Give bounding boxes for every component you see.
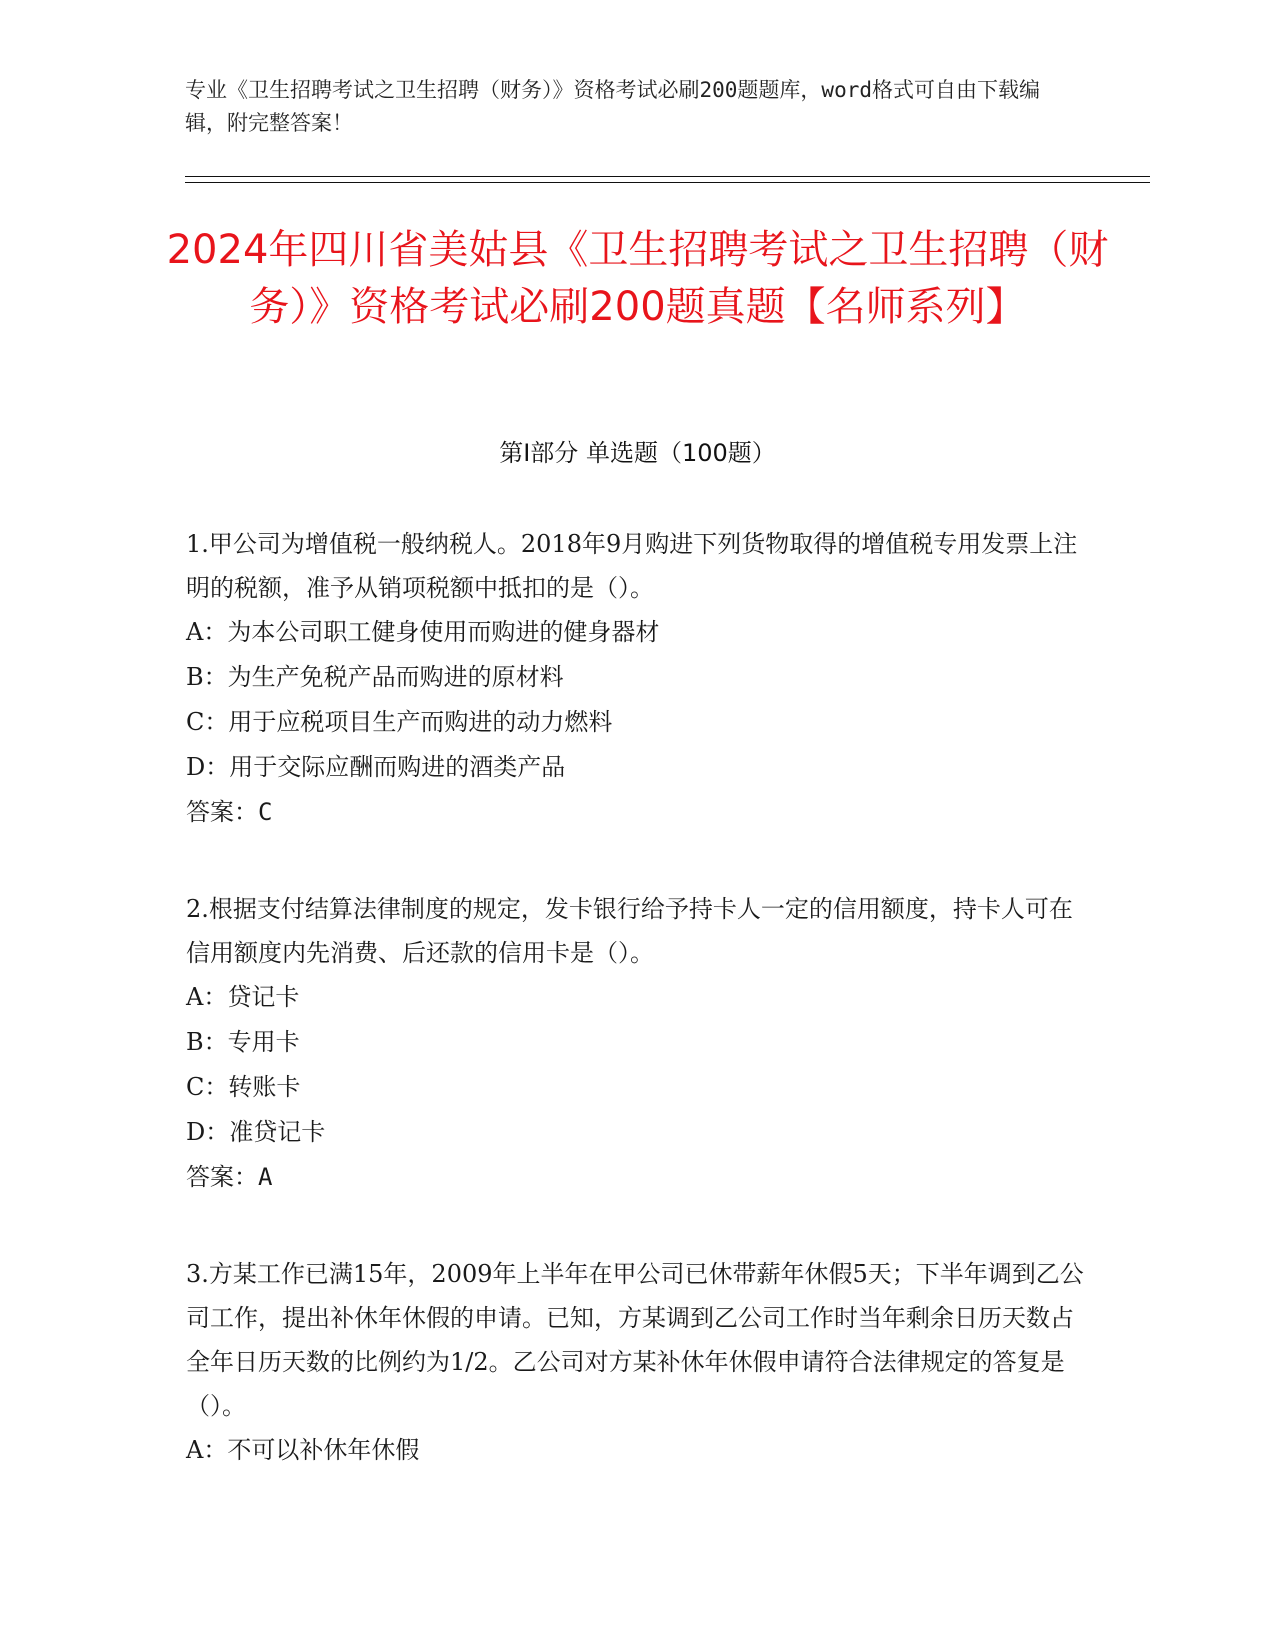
answer-value: C <box>258 798 273 826</box>
answer-line <box>186 790 1086 835</box>
header-note: 专业《卫生招聘考试之卫生招聘（财务）》资格考试必刷200题题库，word格式可自由下载编辑，附完整答案！ <box>185 78 1040 135</box>
question-stem: 3.方某工作已满15年，2009年上半年在甲公司已休带薪年休假5天；下半年调到乙公司工作，提出补休年休假的申请。已知，方某调到乙公司工作时当年剩余日历天数占全年日历天数的比例约为1/2。乙公司对方某补休年休假申请符合法律规定的答复是（）。 <box>186 1260 1084 1420</box>
document-title: 2024年四川省美姑县《卫生招聘考试之卫生招聘（财务）》资格考试必刷200题真题【名师系列】 <box>166 227 1109 330</box>
question-item <box>186 887 1086 1200</box>
option-b: B：专用卡 <box>186 1028 300 1056</box>
option-d: D：准贷记卡 <box>186 1118 326 1146</box>
option-a: A：贷记卡 <box>186 983 300 1011</box>
answer-value: A <box>258 1163 273 1191</box>
question-stem: 2.根据支付结算法律制度的规定，发卡银行给予持卡人一定的信用额度，持卡人可在信用额度内先消费、后还款的信用卡是（）。 <box>186 895 1073 967</box>
option-c: C：转账卡 <box>186 1073 301 1101</box>
option-a: A：为本公司职工健身使用而购进的健身器材 <box>186 618 660 646</box>
section-heading: 第I部分 单选题（100题） <box>499 439 776 467</box>
option-d: D：用于交际应酬而购进的酒类产品 <box>186 753 566 781</box>
option-b: B：为生产免税产品而购进的原材料 <box>186 663 564 691</box>
question-list <box>186 522 1086 1525</box>
header-divider-bottom <box>185 182 1150 183</box>
question-item <box>186 522 1086 835</box>
answer-line <box>186 1155 1086 1200</box>
question-stem: 1.甲公司为增值税一般纳税人。2018年9月购进下列货物取得的增值税专用发票上注明的税额，准予从销项税额中抵扣的是（）。 <box>186 530 1078 602</box>
header-divider-top <box>185 176 1150 177</box>
answer-label: 答案： <box>186 798 258 826</box>
option-a: A：不可以补休年休假 <box>186 1436 420 1464</box>
option-c: C：用于应税项目生产而购进的动力燃料 <box>186 708 613 736</box>
answer-label: 答案： <box>186 1163 258 1191</box>
question-item <box>186 1252 1086 1473</box>
